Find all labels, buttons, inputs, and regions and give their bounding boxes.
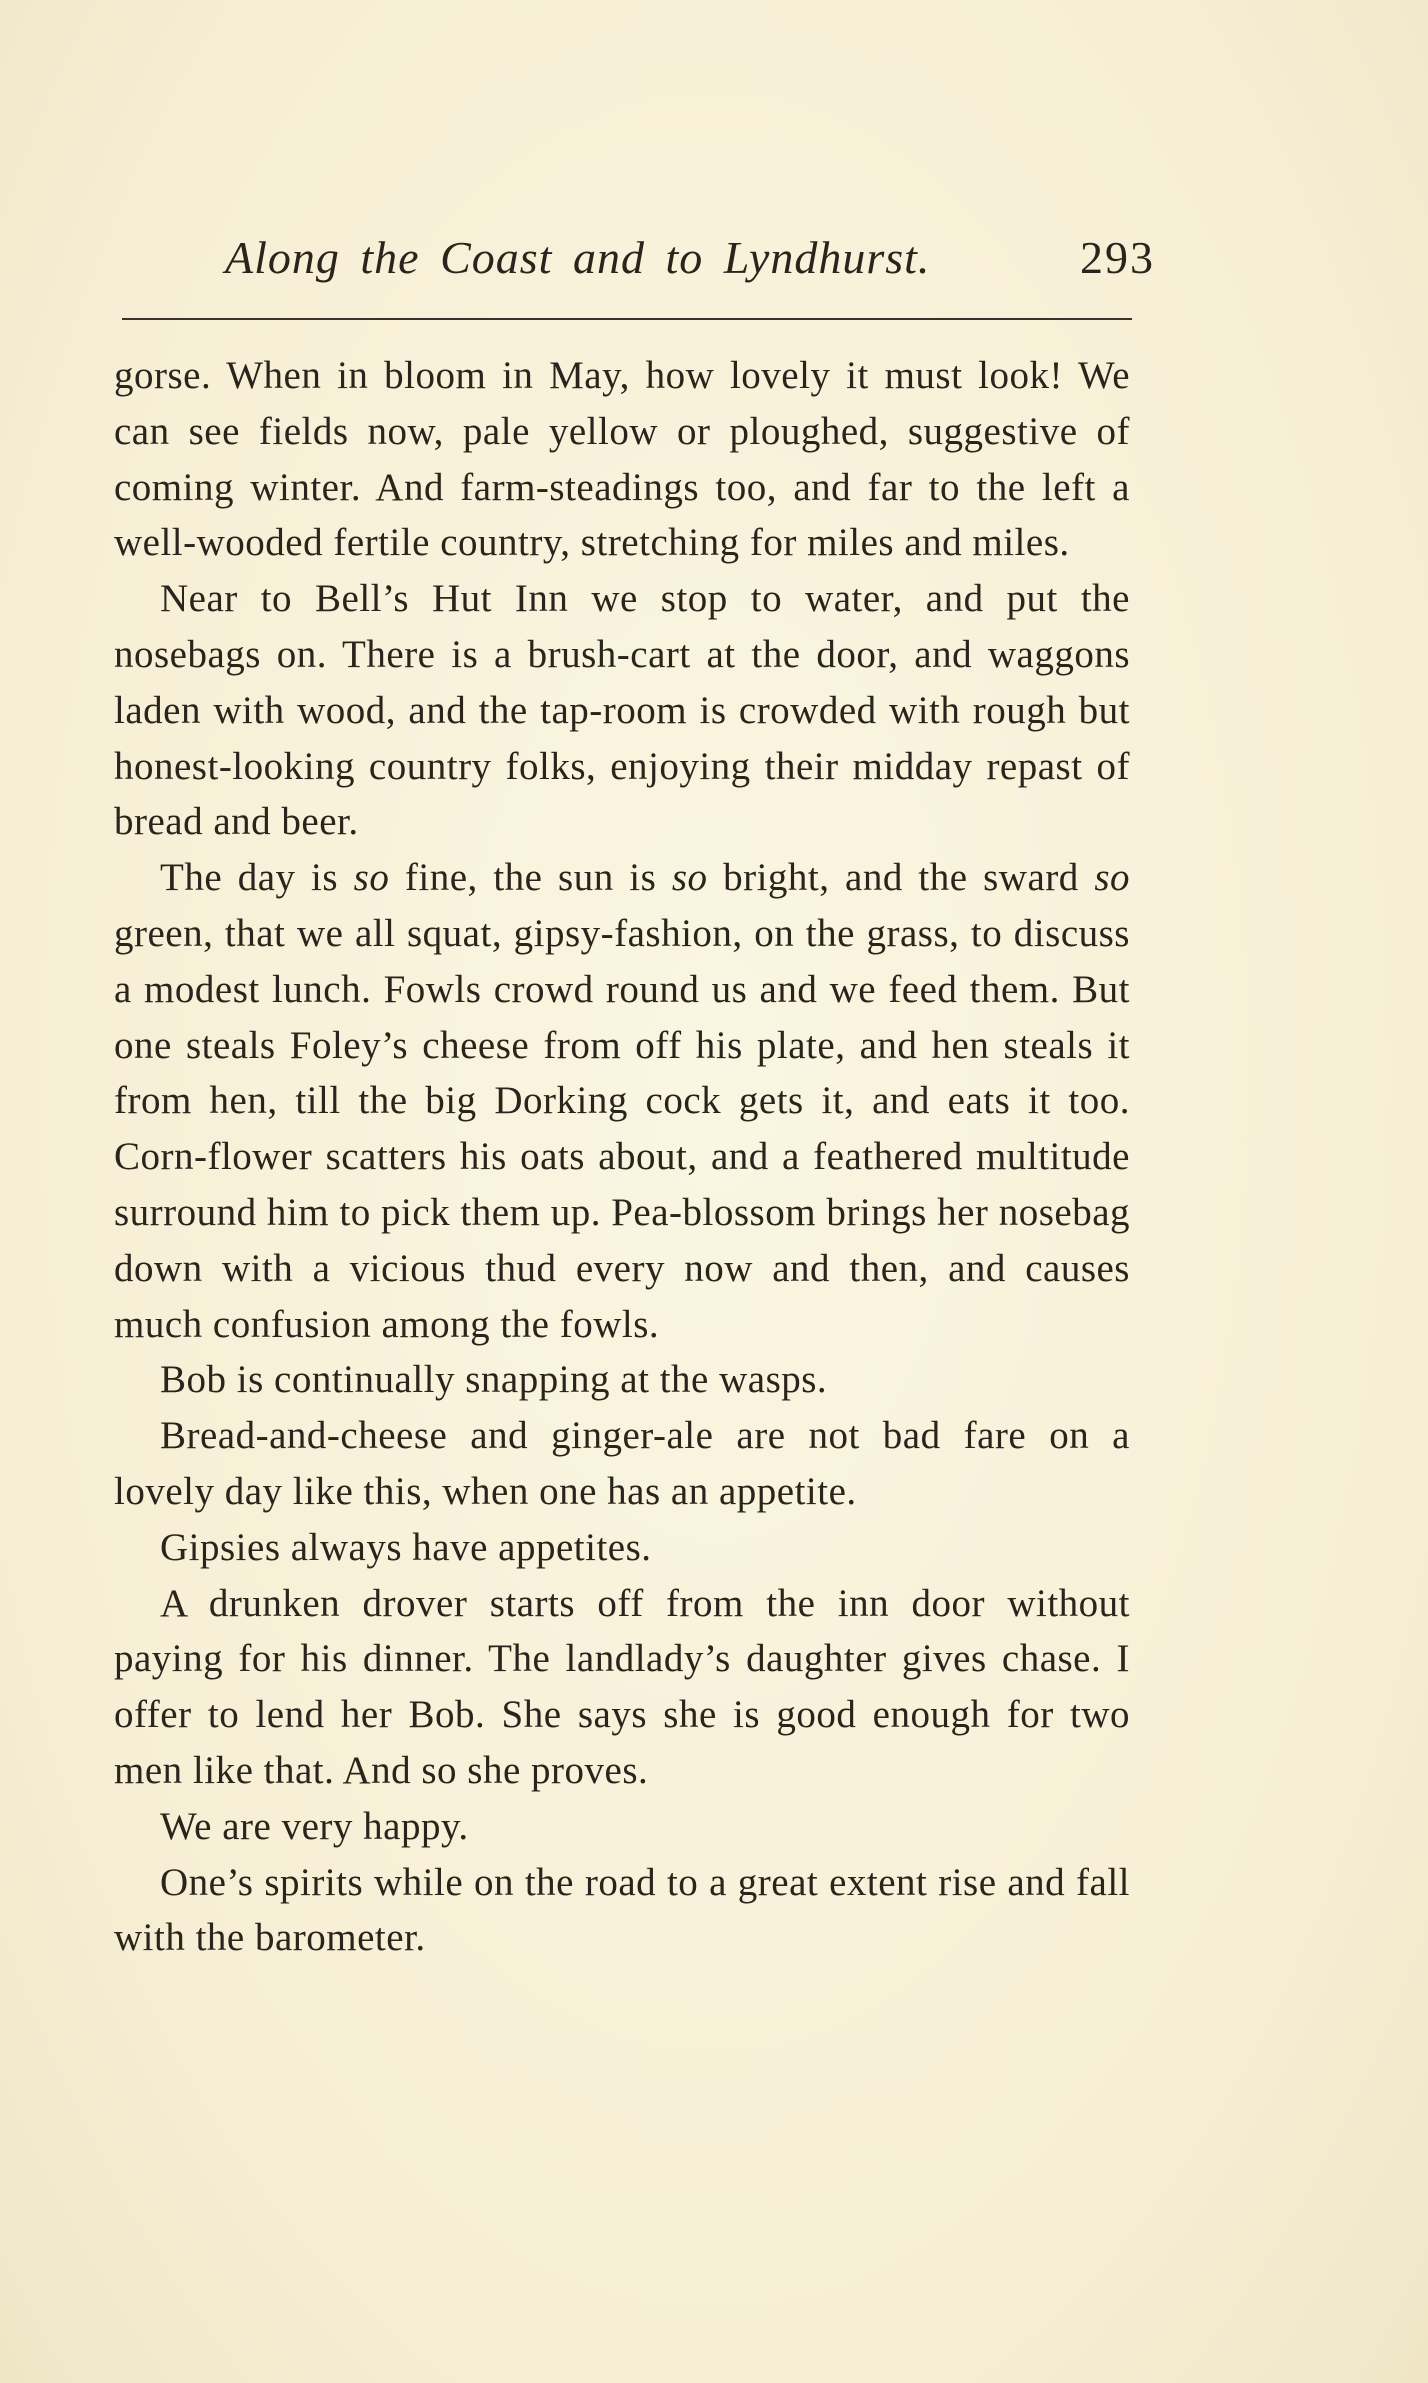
paragraph-6: Gipsies always have appetites. — [160, 1525, 652, 1569]
paragraph-3-part-d: green, that we all squat, gipsy-fashion, on the grass, to discuss a modest lunch. Fowls crowd round us and we feed them. But one steals Foley’s cheese from off his plate, and hen steals it from hen, till the big Dorking cock gets it, and eats it too. Corn-flower scatters his oats about, and a feathered multitude surround him to pick them up. Pea-blossom brings her nosebag down with a vicious thud every now and then, and causes much confusion among the fowls. — [114, 911, 1130, 1346]
emphasis-so: so — [1094, 856, 1131, 900]
running-title: Along the Coast and to Lyndhurst. — [225, 232, 931, 283]
emphasis-so: so — [671, 856, 708, 900]
paragraph-5: Bread-and-cheese and ginger-ale are not bad fare on a lovely day like this, when one has an appetite. — [114, 1414, 1130, 1513]
paragraph-2: Near to Bell’s Hut Inn we stop to water, and put the nosebags on. There is a brush-cart at the door, and waggons laden with wood, and the tap-room is crowded with rough but honest-looking country folks, enjoying their midday repast of bread and beer. — [114, 577, 1130, 844]
paragraph-8: We are very happy. — [160, 1804, 469, 1848]
paragraph-1: gorse. When in bloom in May, how lovely it must look! We can see fields now, pale yellow or ploughed, suggestive of coming winter. And farm-steadings too, and far to the left a well-wooded fertile country, stretching for miles and miles. — [114, 354, 1130, 565]
paragraph-4: Bob is continually snapping at the wasps. — [160, 1358, 828, 1402]
page-number: 293 — [1080, 232, 1155, 283]
paragraph-3 — [114, 850, 1130, 1352]
emphasis-so: so — [353, 856, 390, 900]
paragraph-3-part-a: The day is — [160, 856, 354, 900]
paragraph-7: A drunken drover starts off from the inn door without paying for his dinner. The landlady’s daughter gives chase. I offer to lend her Bob. She says she is good enough for two men like that. And so she proves. — [114, 1581, 1130, 1792]
running-head — [225, 228, 1155, 288]
paragraph-3-part-c: bright, and the sward — [707, 856, 1095, 900]
paragraph-3-part-b: fine, the sun is — [389, 856, 672, 900]
header-rule — [122, 318, 1132, 320]
paragraph-9: One’s spirits while on the road to a great extent rise and fall with the barometer. — [114, 1860, 1130, 1960]
body-text — [114, 348, 1130, 1966]
